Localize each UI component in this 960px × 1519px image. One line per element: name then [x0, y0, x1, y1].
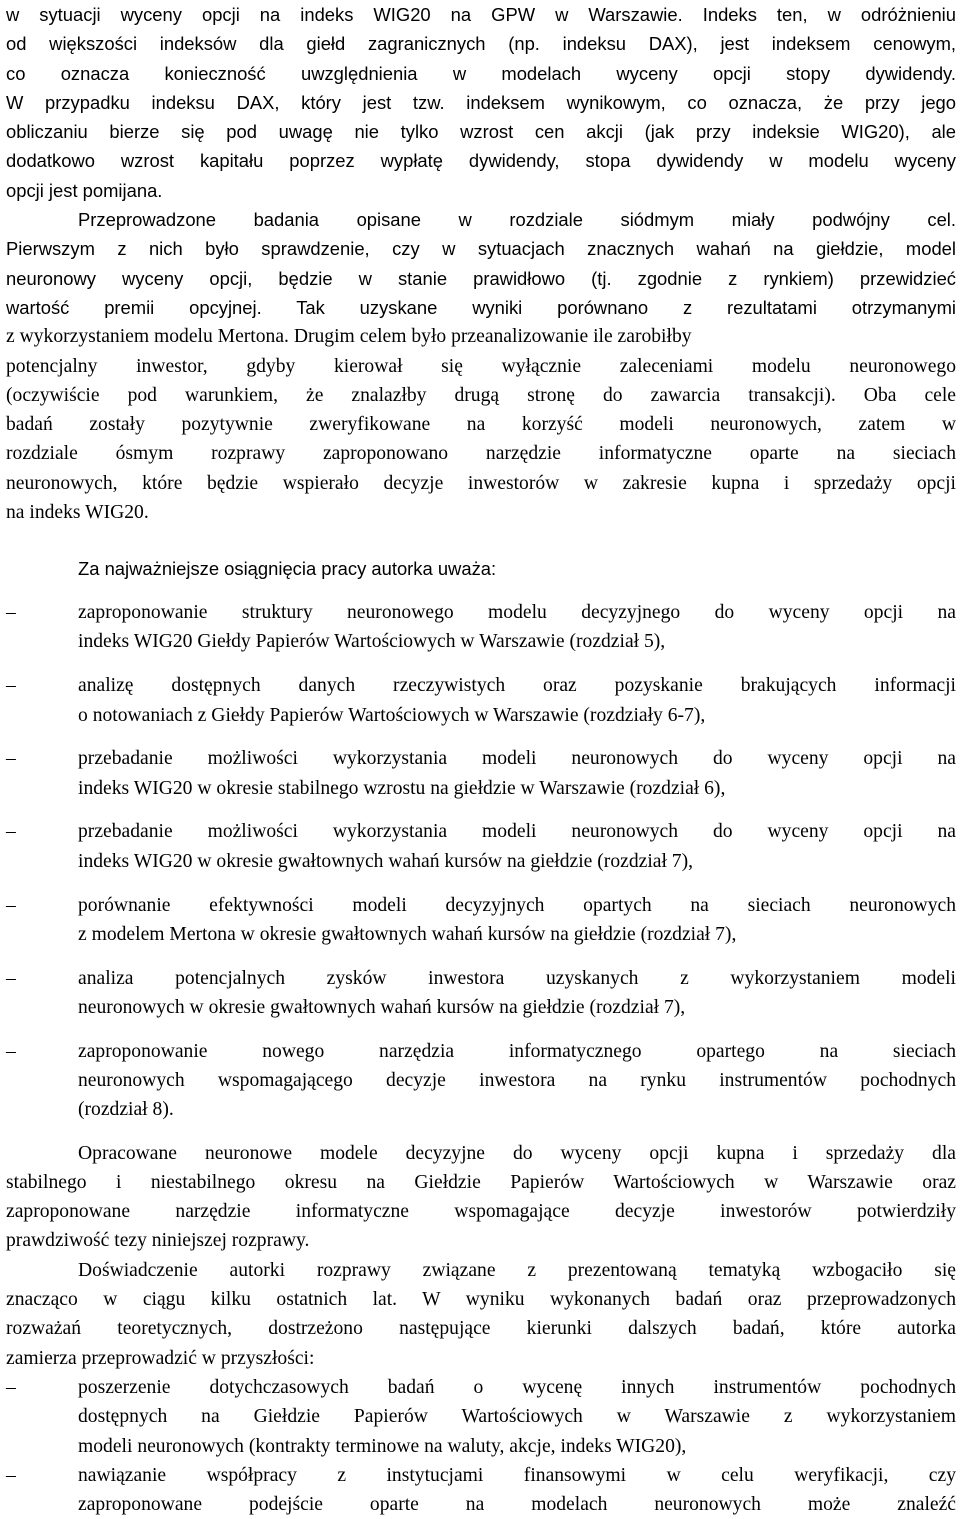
text-line: potencjalny inwestor, gdyby kierował się wyłącznie zaleceniami modelu neuronowego	[6, 355, 956, 377]
list-item	[6, 671, 956, 730]
text-line: badań zostały pozytywnie zweryfikowane na korzyść modeli neuronowych, zatem w	[6, 414, 956, 436]
text-line: Opracowane neuronowe modele decyzyjne do wyceny opcji kupna i sprzedaży dla	[78, 1142, 956, 1164]
text-line: neuronowych w okresie gwałtownych wahań kursów na giełdzie (rozdział 7),	[78, 996, 686, 1018]
text-line: na indeks WIG20.	[6, 502, 149, 524]
text-line: opcji jest pomijana.	[6, 179, 163, 201]
text-line: Przeprowadzone badania opisane w rozdziale siódmym miały podwójny cel.	[78, 209, 956, 231]
text-line: zaproponowane narzędzie informatyczne wspomagające decyzje inwestorów potwierdziły	[6, 1201, 956, 1223]
text-line: wartość premii opcyjnej. Tak uzyskane wyniki porównano z rezultatami otrzymanymi	[6, 296, 956, 318]
dash-bullet: –	[6, 1376, 16, 1398]
achievements-lead: Za najważniejsze osiągnięcia pracy autorka uważa:	[78, 558, 497, 580]
paragraph-2-continued	[6, 322, 956, 527]
text-line: przebadanie możliwości wykorzystania modeli neuronowych do wyceny opcji na	[78, 748, 956, 770]
dash-bullet: –	[6, 821, 16, 843]
text-line: modeli neuronowych (kontrakty terminowe na waluty, akcje, indeks WIG20),	[78, 1435, 687, 1457]
text-line: zaproponowane podejście oparte na modelach neuronowych może znaleźć	[78, 1494, 956, 1516]
text-line: od większości indeksów dla giełd zagranicznych (np. indeksu DAX), jest indeksem cenowym,	[6, 33, 956, 55]
text-line: znacząco w ciągu kilku ostatnich lat. W wyniku wykonanych badań oraz przeprowadzonych	[6, 1289, 956, 1311]
text-line: poszerzenie dotychczasowych badań o wycenę innych instrumentów pochodnych	[78, 1376, 956, 1398]
paragraph-2	[6, 205, 956, 322]
paragraph-1	[6, 0, 956, 205]
text-line: w sytuacji wyceny opcji na indeks WIG20 na GPW w Warszawie. Indeks ten, w odróżnieniu	[6, 4, 956, 25]
text-line: neuronowy wyceny opcji, będzie w stanie prawidłowo (tj. zgodnie z rynkiem) przewidzieć	[6, 267, 956, 289]
paragraph-4	[6, 1256, 956, 1373]
text-line: Pierwszym z nich było sprawdzenie, czy w sytuacjach znacznych wahań na giełdzie, model	[6, 238, 956, 260]
document-page	[6, 0, 956, 1519]
list-item	[6, 964, 956, 1023]
dash-bullet: –	[6, 602, 16, 624]
text-line: (oczywiście pod warunkiem, że znalazłby drugą stronę do zawarcia transakcji). Oba cele	[6, 384, 956, 406]
text-line: porównanie efektywności modeli decyzyjnych opartych na sieciach neuronowych	[78, 894, 956, 916]
dash-bullet: –	[6, 894, 16, 916]
list-item	[6, 1461, 956, 1519]
text-line: zaproponowanie struktury neuronowego modelu decyzyjnego do wyceny opcji na	[78, 602, 956, 624]
text-line: rozdziale ósmym rozprawy zaproponowano narzędzie informatyczne oparte na sieciach	[6, 443, 956, 465]
list-item	[6, 1373, 956, 1461]
dash-bullet: –	[6, 675, 16, 697]
paragraph-3	[6, 1139, 956, 1256]
text-line: co oznacza konieczność uwzględnienia w modelach wyceny opcji stopy dywidendy.	[6, 62, 956, 84]
achievements-list	[6, 598, 956, 1124]
future-research-list	[6, 1373, 956, 1519]
text-line: neuronowych wspomagającego decyzje inwestora na rynku instrumentów pochodnych	[78, 1070, 956, 1091]
dash-bullet: –	[6, 1040, 16, 1062]
text-line: obliczaniu bierze się pod uwagę nie tylko wzrost cen akcji (jak przy indeksie WIG20), ale	[6, 121, 956, 143]
list-item	[6, 891, 956, 950]
text-line: dodatkowo wzrost kapitału poprzez wypłatę dywidendy, stopa dywidendy w modelu wyceny	[6, 150, 956, 172]
text-line: indeks WIG20 w okresie stabilnego wzrostu na giełdzie w Warszawie (rozdział 6),	[78, 777, 726, 799]
text-line: z modelem Mertona w okresie gwałtownych wahań kursów na giełdzie (rozdział 7),	[78, 923, 737, 945]
dash-bullet: –	[6, 967, 16, 989]
text-line: o notowaniach z Giełdy Papierów Wartościowych w Warszawie (rozdziały 6-7),	[78, 704, 706, 726]
text-line: indeks WIG20 w okresie gwałtownych wahań kursów na giełdzie (rozdział 7),	[78, 850, 694, 872]
text-line: analizę dostępnych danych rzeczywistych oraz pozyskanie brakujących informacji	[78, 675, 956, 697]
text-line: Doświadczenie autorki rozprawy związane z prezentowaną tematyką wzbogaciło się	[78, 1259, 956, 1281]
text-line: indeks WIG20 Giełdy Papierów Wartościowych w Warszawie (rozdział 5),	[78, 631, 666, 653]
paragraph-index-types	[6, 0, 956, 322]
text-line: analiza potencjalnych zysków inwestora uzyskanych z wykorzystaniem modeli	[78, 967, 956, 989]
dash-bullet: –	[6, 1464, 16, 1486]
text-line: nawiązanie współpracy z instytucjami finansowymi w celu weryfikacji, czy	[78, 1464, 956, 1486]
text-line: zaproponowanie nowego narzędzia informatycznego opartego na sieciach	[78, 1040, 956, 1062]
list-item	[6, 817, 956, 876]
list-item	[6, 744, 956, 803]
text-line: stabilnego i niestabilnego okresu na Giełdzie Papierów Wartościowych w Warszawie oraz	[6, 1171, 956, 1193]
text-line: neuronowych, które będzie wspierało decyzje inwestorów w zakresie kupna i sprzedaży opcji	[6, 472, 956, 494]
text-line: zamierza przeprowadzić w przyszłości:	[6, 1347, 315, 1369]
text-line: dostępnych na Giełdzie Papierów Wartościowych w Warszawie z wykorzystaniem	[78, 1406, 956, 1428]
list-item	[6, 1037, 956, 1125]
dash-bullet: –	[6, 748, 16, 770]
text-line: prawdziwość tezy niniejszej rozprawy.	[6, 1230, 310, 1252]
text-line: przebadanie możliwości wykorzystania modeli neuronowych do wyceny opcji na	[78, 821, 956, 843]
text-line: z wykorzystaniem modelu Mertona. Drugim celem było przeanalizowanie ile zarobiłby	[6, 326, 692, 348]
list-item	[6, 598, 956, 657]
text-line: (rozdział 8).	[78, 1099, 174, 1121]
text-line: rozważań teoretycznych, dostrzeżono następujące kierunki dalszych badań, które autorka	[6, 1318, 956, 1340]
text-line: W przypadku indeksu DAX, który jest tzw. indeksem wynikowym, co oznacza, że przy jego	[6, 91, 956, 113]
